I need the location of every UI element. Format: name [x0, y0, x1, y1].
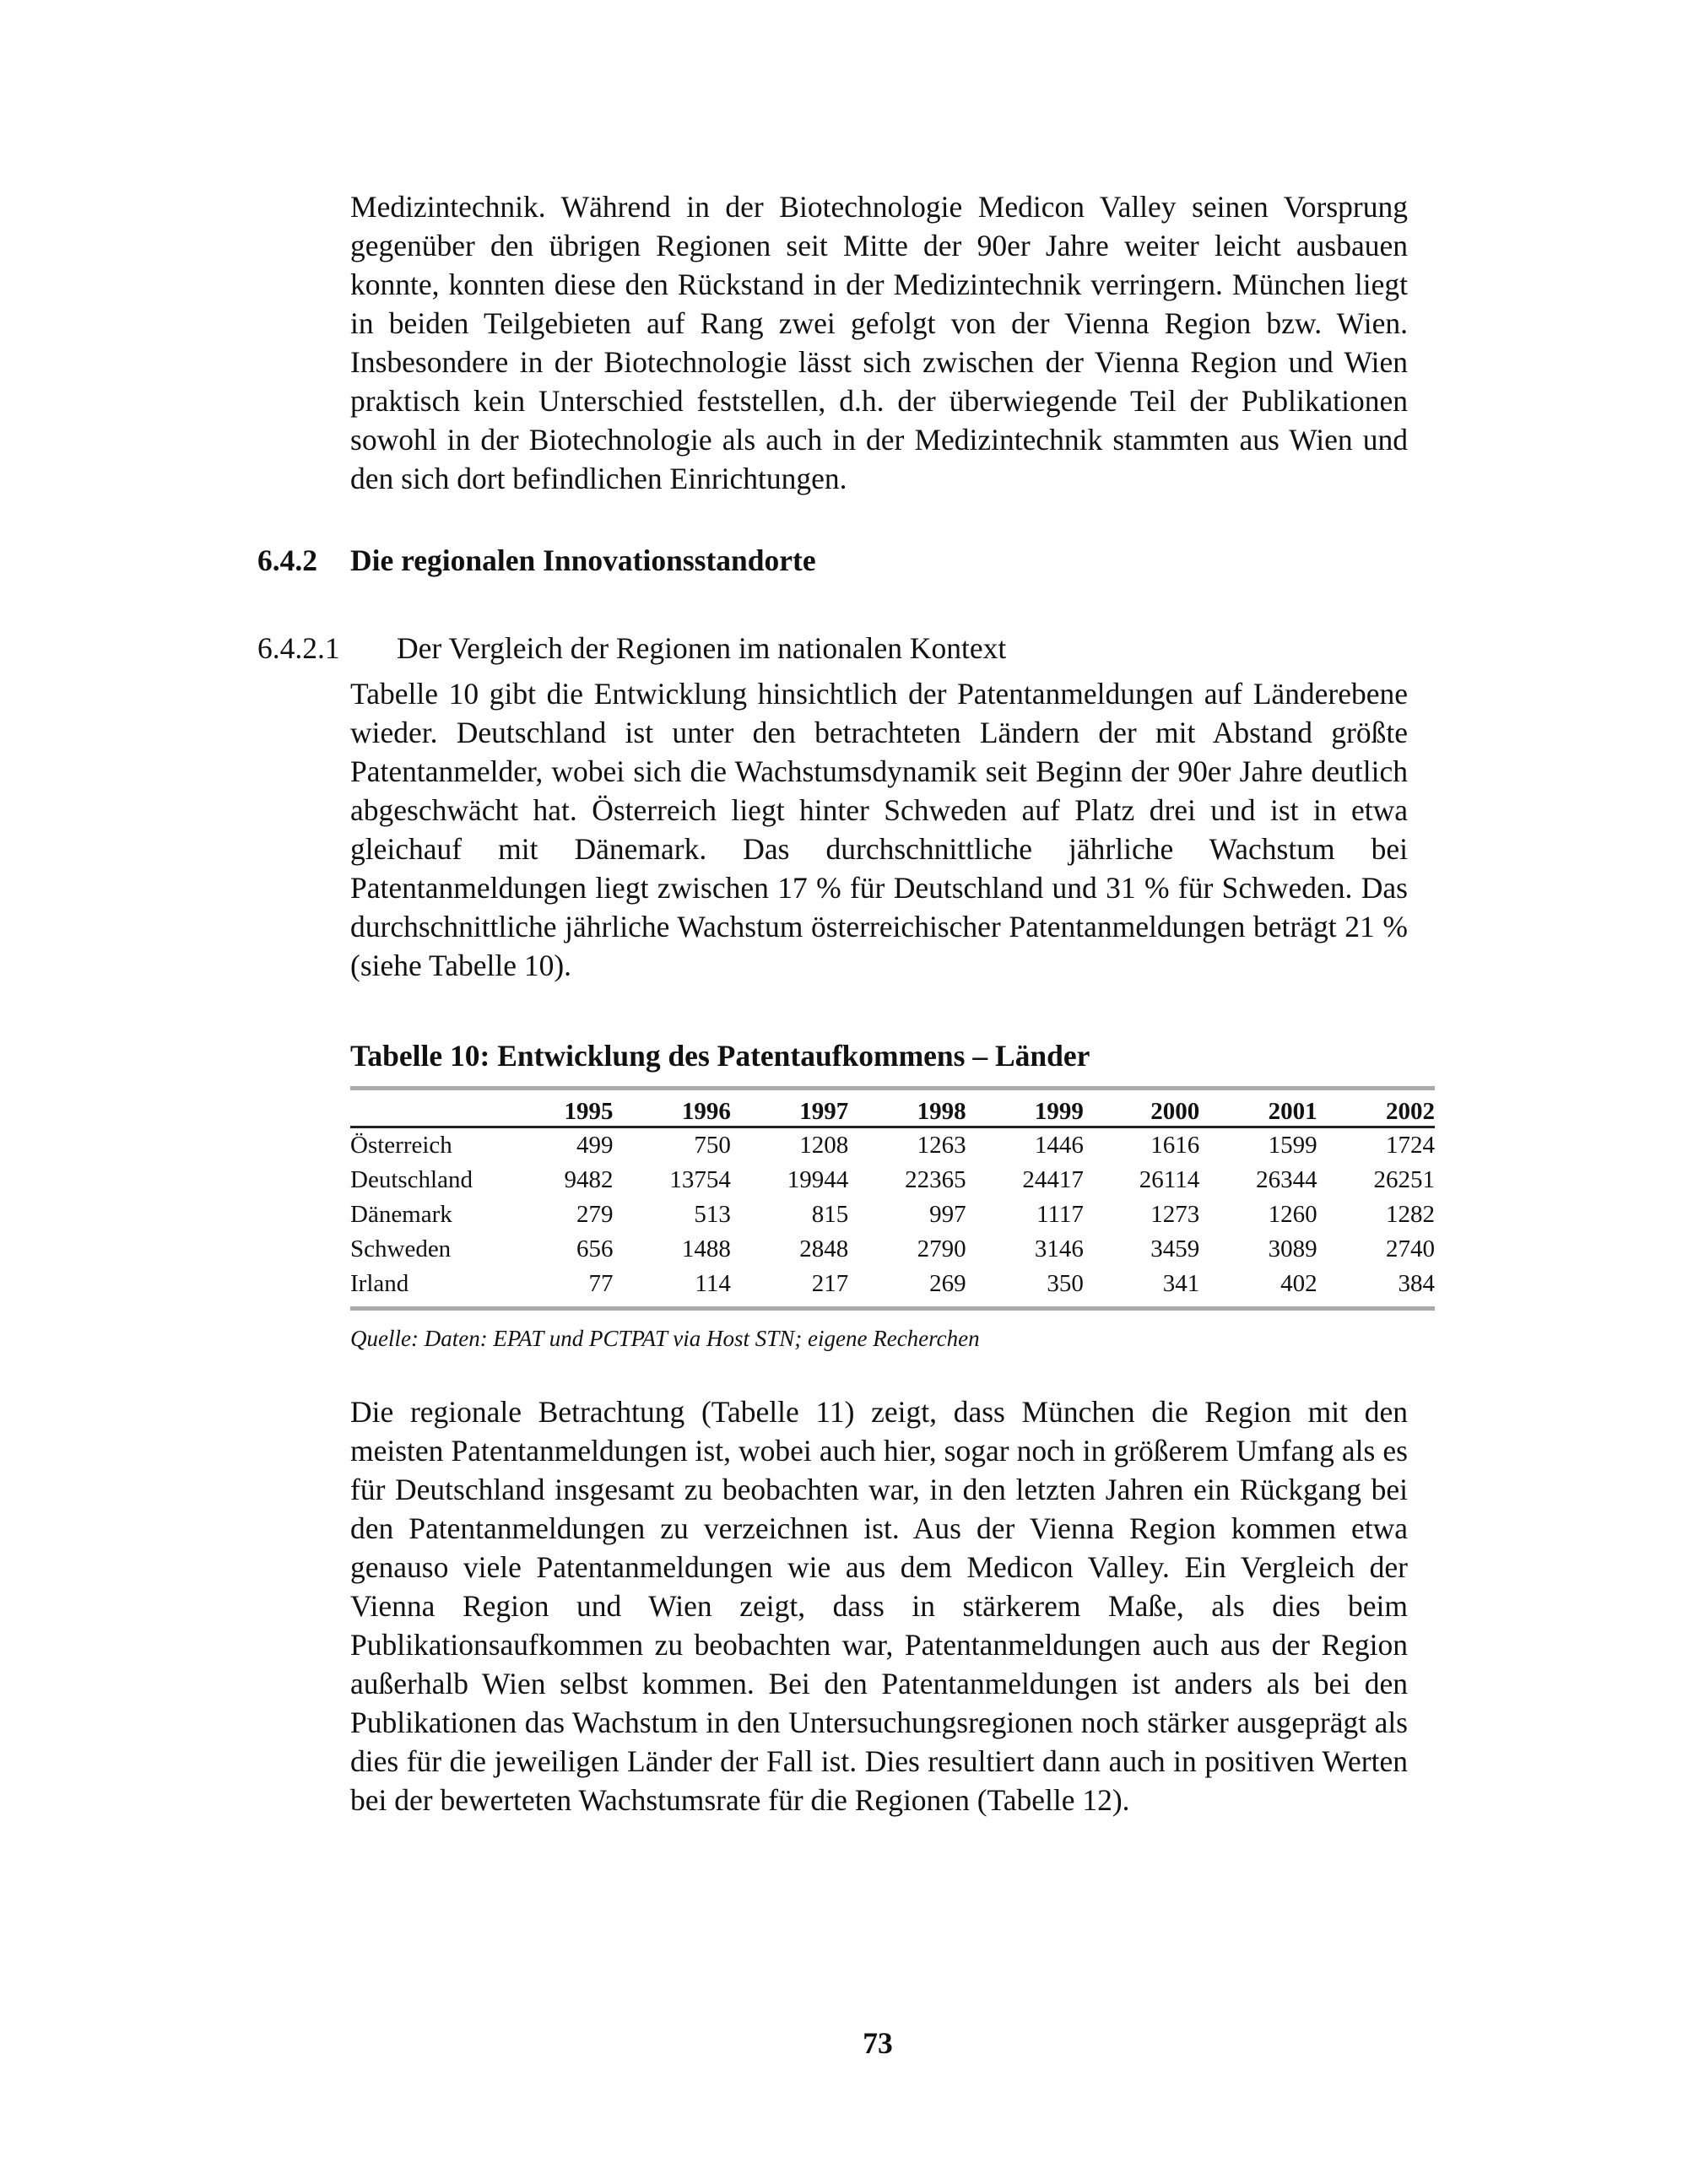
table-cell: 26251: [1373, 1166, 1435, 1193]
section-number: 6.4.2: [257, 543, 317, 577]
column-header: 1997: [731, 1089, 848, 1127]
table-row: [350, 1232, 1435, 1267]
table-header-row: [350, 1089, 1435, 1127]
table-cell: 1117: [1036, 1201, 1084, 1228]
table-cell: 2790: [917, 1235, 966, 1262]
row-label: Deutschland: [350, 1166, 473, 1193]
paragraph-1: Medizintechnik. Während in der Biotechnologie Medicon Valley seinen Vorsprung gegenüber den übrigen Regionen seit Mitte der 90er Jahre weiter leicht ausbauen konnte, konnten diese den Rückstand in der Medizintechnik verringern. München liegt in beiden Teilgebieten auf Rang zwei gefolgt von der Vienna Region bzw. Wien. Insbesondere in der Biotechnologie lässt sich zwischen der Vienna Region und Wien praktisch kein Unterschied feststellen, d.h. der überwiegende Teil der Publikationen sowohl in der Biotechnologie als auch in der Medizintechnik stammten aus Wien und den sich dort befindlichen Einrichtungen.: [350, 190, 1408, 495]
table-cell: 26344: [1256, 1166, 1317, 1193]
table-row: [350, 1267, 1435, 1301]
table-cell: 13754: [669, 1166, 731, 1193]
section-title: Die regionalen Innovationsstandorte: [350, 543, 816, 577]
table-cell: 656: [576, 1235, 614, 1262]
table-cell: 1616: [1150, 1132, 1200, 1159]
table-cell: 3089: [1268, 1235, 1317, 1262]
table-cell: 997: [929, 1201, 966, 1228]
table-cell: 1488: [681, 1235, 731, 1262]
paragraph-2: Tabelle 10 gibt die Entwicklung hinsichtlich der Patentanmeldungen auf Länderebene wieder. Deutschland ist unter den betrachteten Ländern der mit Abstand größte Patentanmelder, wobei sich die Wachstumsdynamik seit Beginn der 90er Jahre deutlich abgeschwächt hat. Österreich liegt hinter Schweden auf Platz drei und ist in etwa gleichauf mit Dänemark. Das durchschnittliche jährliche Wachstum bei Patentanmeldungen liegt zwischen 17 % für Deutschland und 31 % für Schweden. Das durchschnittliche jährliche Wachstum österreichischer Patentanmeldungen beträgt 21 % (siehe Tabelle 10).: [350, 677, 1408, 982]
column-header: 1995: [519, 1089, 613, 1127]
table-cell: 350: [1047, 1270, 1084, 1297]
table-cell: 1208: [799, 1132, 849, 1159]
table-cell: 1724: [1386, 1132, 1435, 1159]
table-row: [350, 1163, 1435, 1197]
table-cell: 9482: [564, 1166, 614, 1193]
table-cell: 26114: [1139, 1166, 1200, 1193]
row-label: Irland: [350, 1270, 409, 1297]
column-header: [350, 1089, 519, 1127]
table-cell: 1599: [1268, 1132, 1317, 1159]
table-row: [350, 1127, 1435, 1164]
table-cell: 402: [1280, 1270, 1317, 1297]
table-cell: 24417: [1022, 1166, 1084, 1193]
page-number: 73: [863, 2026, 893, 2060]
table-cell: 3459: [1150, 1235, 1200, 1262]
table-cell: 341: [1162, 1270, 1200, 1297]
table-cell: 384: [1398, 1270, 1435, 1297]
table-cell: 217: [811, 1270, 849, 1297]
table-cell: 279: [576, 1201, 614, 1228]
table-bottom-rule: [350, 1306, 1435, 1311]
column-header: 1996: [613, 1089, 730, 1127]
table-cell: 1260: [1268, 1201, 1317, 1228]
row-label: Dänemark: [350, 1201, 452, 1228]
table-cell: 3146: [1034, 1235, 1084, 1262]
table-cell: 2848: [799, 1235, 849, 1262]
table-cell: 269: [929, 1270, 966, 1297]
patent-table: [350, 1089, 1435, 1301]
paragraph-3: Die regionale Betrachtung (Tabelle 11) zeigt, dass München die Region mit den meisten Patentanmeldungen ist, wobei auch hier, sogar noch in größerem Umfang als es für Deutschland insgesamt zu beobachten war, in den letzten Jahren ein Rückgang bei den Patentanmeldungen zu verzeichnen ist. Aus der Vienna Region kommen etwa genauso viele Patentanmeldungen wie aus dem Medicon Valley. Ein Vergleich der Vienna Region und Wien zeigt, dass in stärkerem Maße, als dies beim Publikationsaufkommen zu beobachten war, Patentanmeldungen auch aus der Region außerhalb Wien selbst kommen. Bei den Patentanmeldungen ist anders als bei den Publikationen das Wachstum in den Untersuchungsregionen noch stärker ausgeprägt als dies für die jeweiligen Länder der Fall ist. Dies resultiert dann auch in positiven Werten bei der bewerteten Wachstumsrate für die Regionen (Tabelle 12).: [350, 1395, 1408, 1817]
table-caption: Tabelle 10: Entwicklung des Patentaufkommens – Länder: [350, 1039, 1090, 1073]
table-cell: 77: [588, 1270, 614, 1297]
table-cell: 513: [694, 1201, 731, 1228]
table-cell: 1273: [1150, 1201, 1200, 1228]
table-cell: 114: [695, 1270, 731, 1297]
column-header: 2001: [1199, 1089, 1317, 1127]
table-cell: 19944: [787, 1166, 849, 1193]
table-cell: 750: [694, 1132, 731, 1159]
table-cell: 1282: [1386, 1201, 1435, 1228]
column-header: 1999: [966, 1089, 1084, 1127]
table-source: Quelle: Daten: EPAT und PCTPAT via Host STN; eigene Recherchen: [350, 1326, 980, 1351]
table-cell: 1446: [1034, 1132, 1084, 1159]
row-label: Österreich: [350, 1132, 452, 1159]
subsection-title: Der Vergleich der Regionen im nationalen Kontext: [397, 631, 1007, 665]
table-row: [350, 1197, 1435, 1232]
column-header: 1998: [848, 1089, 966, 1127]
column-header: 2002: [1317, 1089, 1435, 1127]
table-cell: 815: [811, 1201, 849, 1228]
column-header: 2000: [1084, 1089, 1199, 1127]
subsection-number: 6.4.2.1: [257, 631, 340, 665]
table-cell: 22365: [905, 1166, 966, 1193]
table-cell: 1263: [917, 1132, 966, 1159]
table-cell: 2740: [1386, 1235, 1435, 1262]
row-label: Schweden: [350, 1235, 452, 1262]
table-cell: 499: [576, 1132, 614, 1159]
